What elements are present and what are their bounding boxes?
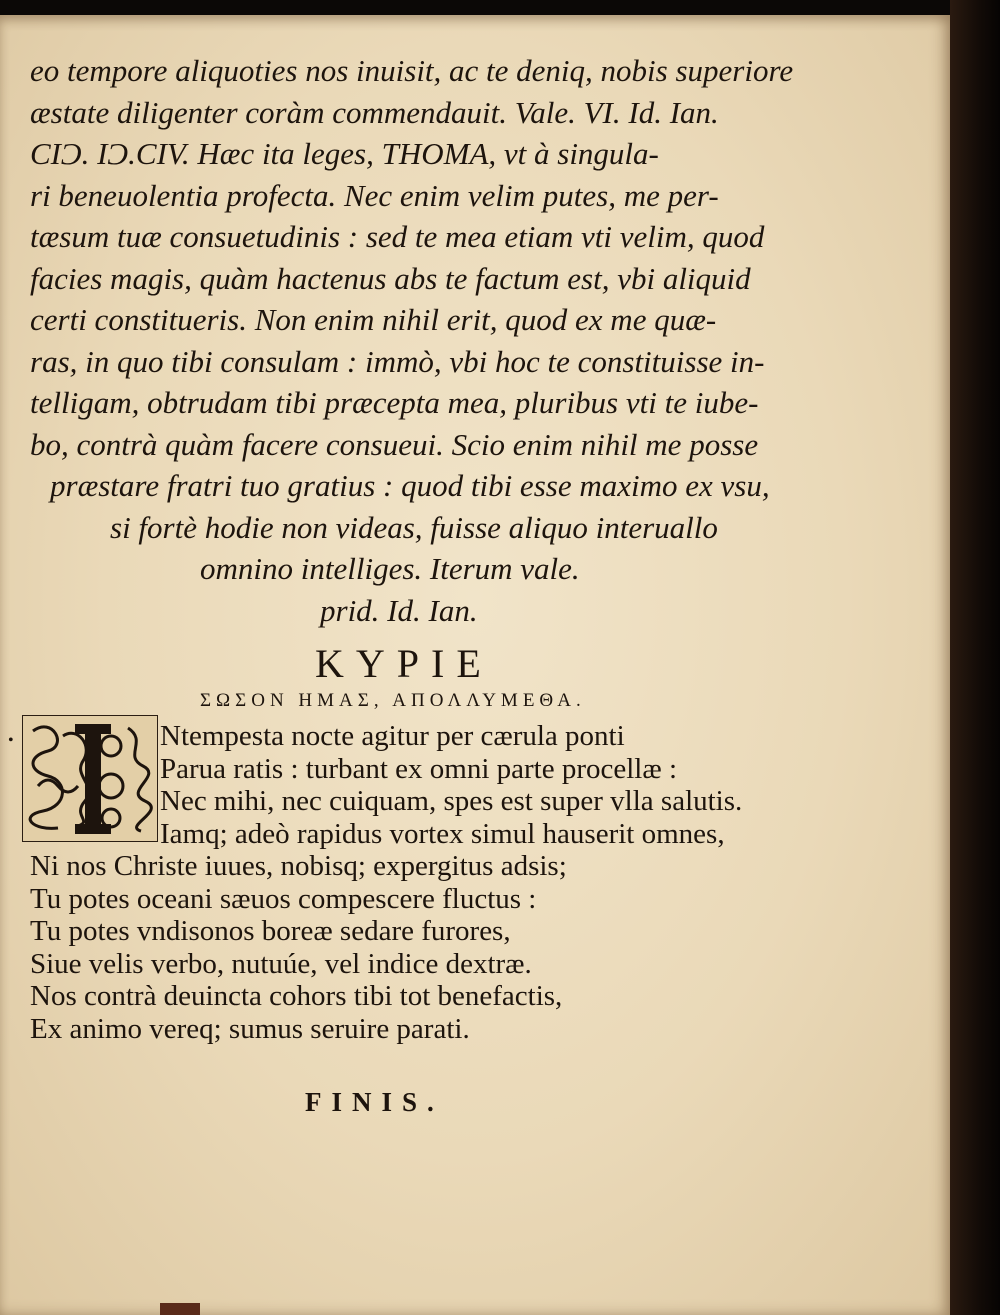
poem-line: Ex animo vereq; sumus seruire parati.: [30, 1012, 470, 1045]
poem-line: Parua ratis : turbant ex omni parte procellæ :: [160, 752, 678, 785]
poem-line: Ni nos Christe iuues, nobisq; expergitus adsis;: [30, 850, 567, 882]
poem-line: Tu potes vndisonos boreæ sedare furores,: [30, 915, 511, 947]
letter-line: prid. Id. Ian.: [320, 592, 478, 628]
poem-line: Tu potes oceani sæuos compescere fluctus :: [30, 882, 537, 915]
finis-label: FINIS.: [305, 1087, 444, 1117]
poem-line: Nos contrà deuincta cohors tibi tot benefactis,: [30, 980, 563, 1012]
poem-line: Siue velis verbo, nutuúe, vel indice dextræ.: [30, 947, 532, 980]
poem-line: Nec mihi, nec cuiquam, spes est super vlla salutis.: [160, 785, 743, 817]
letter-line: eo tempore aliquoties nos inuisit, ac te deniq, nobis superiore: [30, 53, 794, 88]
poem-text: [30, 720, 790, 1045]
book-spine: [950, 0, 1000, 1315]
poem-line: Ntempesta nocte agitur per cærula ponti: [160, 720, 625, 752]
letter-line: si fortè hodie non videas, fuisse aliquo interuallo: [110, 509, 718, 545]
letter-line: omnino intelliges. Iterum vale.: [200, 551, 580, 586]
letter-line: ras, in quo tibi consulam : immò, vbi hoc te constituisse in-: [30, 343, 765, 379]
letter-line: certi constitueris. Non enim nihil erit, quod ex me quæ-: [30, 302, 717, 337]
letter-line: CIϽ. IϽ.CIV. Hæc ita leges, THOMA, vt à singula-: [30, 136, 659, 171]
letter-line: bo, contrà quàm facere consueui. Scio enim nihil me posse: [30, 426, 759, 462]
letter-line: æstate diligenter coràm commendauit. Vale. VI. Id. Ian.: [30, 94, 719, 130]
margin-marker-icon: •: [8, 732, 14, 749]
greek-subheading: ΣΩΣΟΝ ΗΜΑΣ, ΑΠΟΛΛΥΜΕΘΑ.: [200, 690, 586, 711]
letter-line: tæsum tuæ consuetudinis : sed te mea etiam vti velim, quod: [30, 219, 765, 254]
poem-line: Iamq; adeò rapidus vortex simul hauserit omnes,: [160, 817, 725, 850]
letter-line: telligam, obtrudam tibi præcepta mea, pluribus vti te iube-: [30, 385, 759, 420]
letter-line: præstare fratri tuo gratius : quod tibi esse maximo ex vsu,: [50, 468, 770, 503]
letter-line: facies magis, quàm hactenus abs te factum est, vbi aliquid: [30, 260, 751, 296]
letter-text: [30, 50, 794, 631]
letter-line: ri beneuolentia profecta. Nec enim velim putes, me per-: [30, 177, 719, 213]
page-edge-mark: [160, 1303, 200, 1315]
kyrie-heading: KYPIE: [315, 641, 493, 686]
